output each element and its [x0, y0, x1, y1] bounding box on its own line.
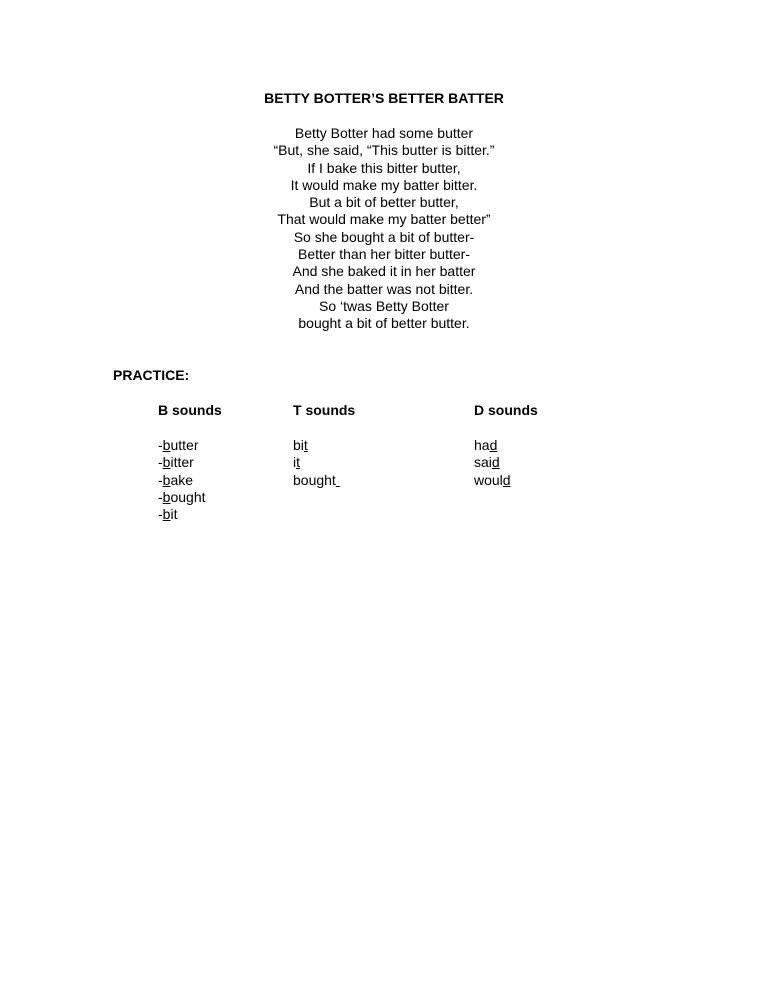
- poem-line: And she baked it in her batter: [292, 263, 476, 280]
- column-heading: B sounds: [158, 402, 222, 418]
- practice-word: -bought: [158, 488, 206, 505]
- practice-word: had: [474, 437, 498, 453]
- d-sounds-column: [474, 402, 538, 489]
- practice-heading: PRACTICE:: [113, 367, 190, 383]
- poem-line: Better than her bitter butter-: [298, 246, 470, 263]
- page-title: BETTY BOTTER’S BETTER BATTER: [264, 90, 504, 106]
- practice-word: would: [474, 471, 511, 488]
- poem-line: If I bake this bitter butter,: [307, 159, 461, 176]
- poem-line: So ‘twas Betty Botter: [319, 297, 449, 314]
- practice-word: -bake: [158, 471, 194, 488]
- practice-word: bought: [293, 471, 336, 488]
- poem: [0, 125, 768, 333]
- poem-line: So she bought a bit of butter-: [293, 228, 475, 245]
- practice-word: -bit: [158, 506, 178, 523]
- poem-line: bought a bit of better butter.: [298, 315, 470, 332]
- practice-word: -butter: [158, 437, 199, 453]
- column-heading: D sounds: [474, 402, 538, 418]
- poem-line: And the batter was not bitter.: [294, 280, 474, 297]
- b-sounds-column: [158, 402, 222, 523]
- poem-line: That would make my batter better”: [277, 211, 491, 228]
- practice-word: it: [293, 454, 301, 471]
- t-sounds-column: [293, 402, 355, 489]
- practice-word: -bitter: [158, 454, 194, 471]
- poem-line: But a bit of better butter,: [309, 194, 459, 211]
- poem-line: “But, she said, “This butter is bitter.”: [273, 142, 495, 159]
- practice-word: bit: [293, 437, 308, 453]
- poem-line: Betty Botter had some butter: [294, 125, 474, 141]
- practice-word: said: [474, 454, 500, 471]
- column-heading: T sounds: [293, 402, 356, 418]
- poem-line: It would make my batter bitter.: [290, 176, 478, 193]
